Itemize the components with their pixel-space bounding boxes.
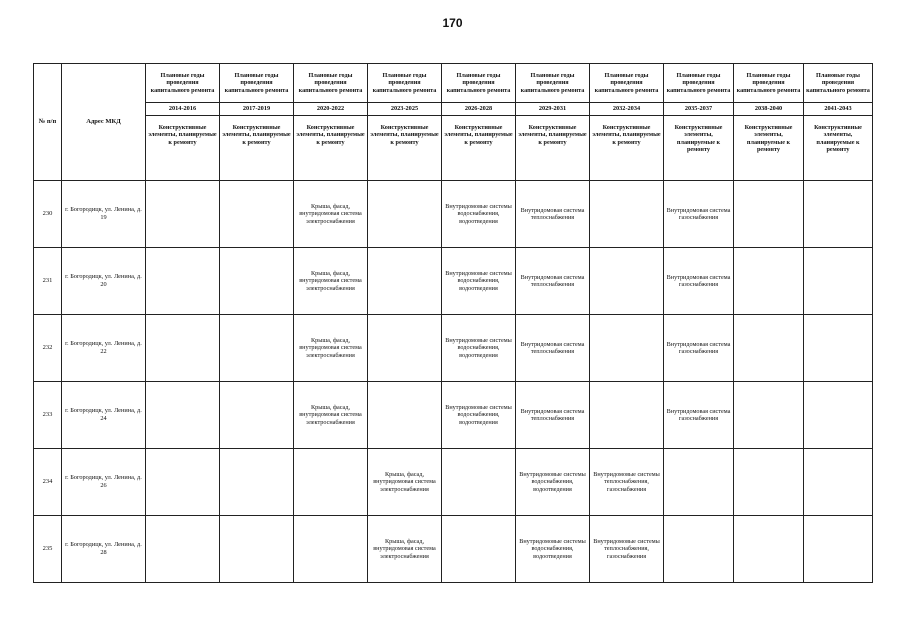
repair-cell: Внутридомовые системы водоснабжения, водоотведения [516, 449, 590, 516]
row-address: г. Богородицк, ул. Ленина, д. 20 [62, 248, 146, 315]
years-range-header: 2026-2028 [442, 103, 516, 116]
repair-cell [368, 248, 442, 315]
repair-cell [442, 449, 516, 516]
row-address: г. Богородицк, ул. Ленина, д. 26 [62, 449, 146, 516]
repair-cell [442, 516, 516, 583]
repair-cell [590, 382, 664, 449]
row-number: 230 [34, 181, 62, 248]
row-number: 233 [34, 382, 62, 449]
repair-cell [734, 516, 804, 583]
row-address: г. Богородицк, ул. Ленина, д. 28 [62, 516, 146, 583]
plan-years-header: Плановые годы проведения капитального ремонта [804, 64, 873, 103]
column-header-address: Адрес МКД [62, 64, 146, 181]
repair-cell: Внутридомовые системы водоснабжения, водоотведения [442, 382, 516, 449]
repair-cell: Крыша, фасад, внутридомовая система электроснабжения [294, 315, 368, 382]
repair-cell: Внутридомовая система теплоснабжения [516, 181, 590, 248]
repair-cell [734, 181, 804, 248]
elements-header: Конструктивные элементы, планируемые к ремонту [220, 116, 294, 181]
table-row [34, 248, 873, 315]
repair-cell [368, 382, 442, 449]
years-range-header: 2014-2016 [146, 103, 220, 116]
repair-cell [146, 181, 220, 248]
repair-cell: Крыша, фасад, внутридомовая система электроснабжения [368, 516, 442, 583]
column-header-number: № п/п [34, 64, 62, 181]
table-row [34, 181, 873, 248]
elements-header: Конструктивные элементы, планируемые к ремонту [664, 116, 734, 181]
repair-cell [804, 248, 873, 315]
elements-header: Конструктивные элементы, планируемые к ремонту [516, 116, 590, 181]
repair-cell [368, 181, 442, 248]
repair-cell: Внутридомовая система теплоснабжения [516, 315, 590, 382]
years-range-header: 2041-2043 [804, 103, 873, 116]
plan-years-header: Плановые годы проведения капитального ремонта [442, 64, 516, 103]
repair-cell: Внутридомовая система теплоснабжения [516, 382, 590, 449]
elements-header: Конструктивные элементы, планируемые к ремонту [368, 116, 442, 181]
repair-cell [146, 315, 220, 382]
years-range-header: 2032-2034 [590, 103, 664, 116]
repair-cell [734, 449, 804, 516]
plan-years-header: Плановые годы проведения капитального ремонта [516, 64, 590, 103]
repair-cell [294, 449, 368, 516]
repair-cell [146, 449, 220, 516]
elements-header: Конструктивные элементы, планируемые к ремонту [146, 116, 220, 181]
header-row-plan [34, 64, 873, 103]
capital-repair-schedule-table [33, 63, 873, 583]
elements-header: Конструктивные элементы, планируемые к ремонту [804, 116, 873, 181]
row-address: г. Богородицк, ул. Ленина, д. 22 [62, 315, 146, 382]
plan-years-header: Плановые годы проведения капитального ремонта [220, 64, 294, 103]
repair-cell [664, 449, 734, 516]
years-range-header: 2029-2031 [516, 103, 590, 116]
header-row-elements [34, 116, 873, 181]
repair-cell: Внутридомовая система газоснабжения [664, 315, 734, 382]
elements-header: Конструктивные элементы, планируемые к ремонту [442, 116, 516, 181]
repair-cell [220, 181, 294, 248]
repair-cell: Внутридомовые системы водоснабжения, водоотведения [516, 516, 590, 583]
plan-years-header: Плановые годы проведения капитального ремонта [590, 64, 664, 103]
repair-cell [664, 516, 734, 583]
plan-years-header: Плановые годы проведения капитального ремонта [146, 64, 220, 103]
years-range-header: 2020-2022 [294, 103, 368, 116]
repair-cell [590, 248, 664, 315]
repair-cell [220, 248, 294, 315]
plan-years-header: Плановые годы проведения капитального ремонта [368, 64, 442, 103]
repair-cell [590, 315, 664, 382]
repair-cell [734, 248, 804, 315]
repair-cell: Крыша, фасад, внутридомовая система электроснабжения [294, 248, 368, 315]
repair-cell: Внутридомовые системы теплоснабжения, газоснабжения [590, 516, 664, 583]
repair-cell [146, 382, 220, 449]
table-row [34, 382, 873, 449]
header-row-years [34, 103, 873, 116]
page-number: 170 [442, 16, 463, 30]
repair-cell [294, 516, 368, 583]
repair-cell: Крыша, фасад, внутридомовая система электроснабжения [294, 382, 368, 449]
row-address: г. Богородицк, ул. Ленина, д. 19 [62, 181, 146, 248]
repair-cell: Внутридомовая система газоснабжения [664, 181, 734, 248]
repair-cell [368, 315, 442, 382]
row-number: 234 [34, 449, 62, 516]
elements-header: Конструктивные элементы, планируемые к ремонту [734, 116, 804, 181]
repair-cell: Внутридомовые системы водоснабжения, водоотведения [442, 315, 516, 382]
repair-cell [804, 516, 873, 583]
table-row [34, 449, 873, 516]
repair-cell [590, 181, 664, 248]
plan-years-header: Плановые годы проведения капитального ремонта [734, 64, 804, 103]
repair-cell [734, 315, 804, 382]
repair-cell [804, 449, 873, 516]
years-range-header: 2035-2037 [664, 103, 734, 116]
repair-cell [146, 248, 220, 315]
plan-years-header: Плановые годы проведения капитального ремонта [294, 64, 368, 103]
repair-cell [146, 516, 220, 583]
row-address: г. Богородицк, ул. Ленина, д. 24 [62, 382, 146, 449]
repair-cell [804, 382, 873, 449]
repair-cell: Внутридомовые системы водоснабжения, водоотведения [442, 181, 516, 248]
repair-cell: Внутридомовая система теплоснабжения [516, 248, 590, 315]
plan-years-header: Плановые годы проведения капитального ремонта [664, 64, 734, 103]
repair-cell: Внутридомовая система газоснабжения [664, 382, 734, 449]
elements-header: Конструктивные элементы, планируемые к ремонту [294, 116, 368, 181]
repair-cell: Внутридомовые системы водоснабжения, водоотведения [442, 248, 516, 315]
repair-cell [734, 382, 804, 449]
years-range-header: 2038-2040 [734, 103, 804, 116]
row-number: 231 [34, 248, 62, 315]
repair-cell: Внутридомовые системы теплоснабжения, газоснабжения [590, 449, 664, 516]
row-number: 232 [34, 315, 62, 382]
repair-cell [220, 382, 294, 449]
repair-cell [804, 181, 873, 248]
repair-cell [220, 315, 294, 382]
repair-cell: Внутридомовая система газоснабжения [664, 248, 734, 315]
years-range-header: 2023-2025 [368, 103, 442, 116]
table-row [34, 315, 873, 382]
elements-header: Конструктивные элементы, планируемые к ремонту [590, 116, 664, 181]
repair-cell [804, 315, 873, 382]
repair-cell: Крыша, фасад, внутридомовая система электроснабжения [368, 449, 442, 516]
years-range-header: 2017-2019 [220, 103, 294, 116]
repair-cell: Крыша, фасад, внутридомовая система электроснабжения [294, 181, 368, 248]
repair-cell [220, 449, 294, 516]
repair-cell [220, 516, 294, 583]
row-number: 235 [34, 516, 62, 583]
table-row [34, 516, 873, 583]
